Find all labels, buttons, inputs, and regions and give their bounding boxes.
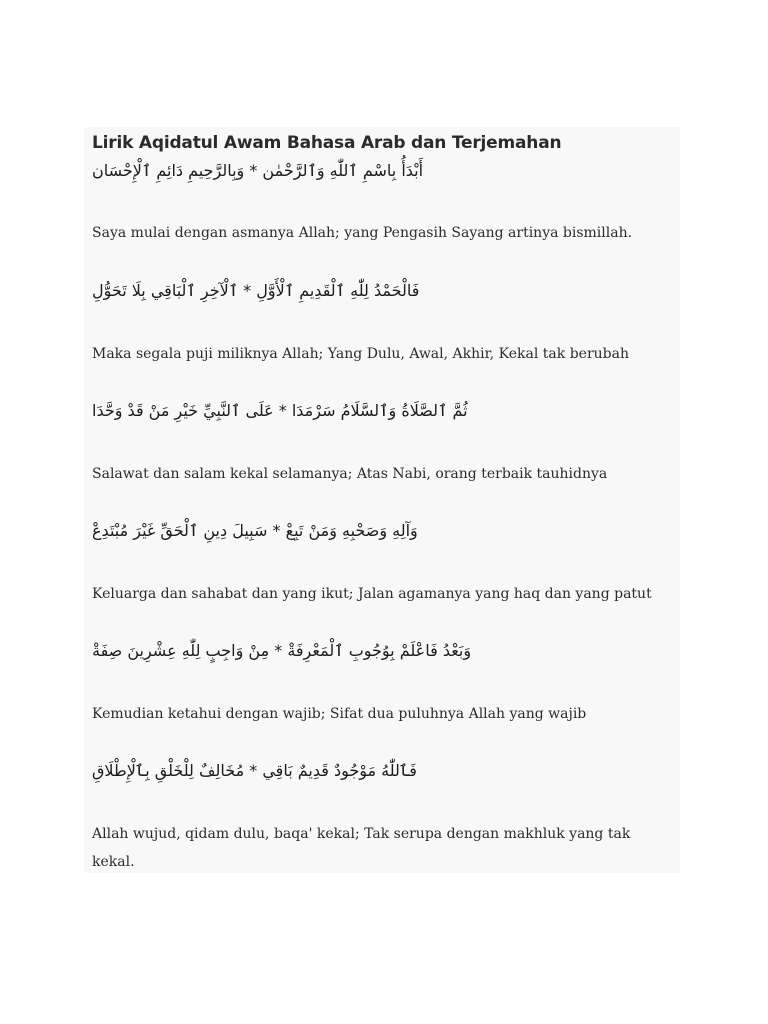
verse-5-arabic-line [92, 641, 512, 661]
verse-3-arabic-line [92, 401, 512, 421]
verse-4-arabic-line [92, 521, 512, 541]
verse-1-arabic: أَبْدَأُ بِاسْمِ ٱللّٰهِ وَٱلرَّحْمٰن * وَبِالرَّحِيمِ دَائِمِ ٱلْإِحْسَان [92, 161, 424, 180]
verse-3-arabic: ثُمَّ ٱلصَّلَاةُ وَٱلسَّلَامُ سَرْمَدَا * عَلَى ٱلنَّبِيِّ خَيْرِ مَنْ قَدْ وَحَّدَا [92, 401, 468, 420]
verse-2-arabic-line [92, 281, 512, 301]
verse-1-translation: Saya mulai dengan asmanya Allah; yang Pengasih Sayang artinya bismillah. [92, 225, 633, 241]
verse-2-arabic: فَالْحَمْدُ لِلّٰهِ ٱلْقَدِيمِ ٱلْأَوَّلِ * ٱلْآخِرِ ٱلْبَاقِي بِلَا تَحَوُّلِ [92, 281, 420, 300]
verse-4-arabic: وَآلِهِ وَصَحْبِهِ وَمَنْ تَبِعْ * سَبِيلَ دِينِ ٱلْحَقِّ غَيْرَ مُبْتَدِعْ [92, 521, 418, 540]
verse-4-translation: Keluarga dan sahabat dan yang ikut; Jalan agamanya yang haq dan yang patut [92, 586, 652, 602]
verse-1-arabic-line [92, 161, 512, 181]
verse-2-translation: Maka segala puji miliknya Allah; Yang Dulu, Awal, Akhir, Kekal tak berubah [92, 346, 629, 362]
article-content [84, 127, 680, 873]
verse-5-translation: Kemudian ketahui dengan wajib; Sifat dua puluhnya Allah yang wajib [92, 706, 587, 722]
article-title: Lirik Aqidatul Awam Bahasa Arab dan Terjemahan [92, 133, 562, 153]
verse-6-arabic-line [92, 761, 512, 781]
verse-3-translation: Salawat dan salam kekal selamanya; Atas Nabi, orang terbaik tauhidnya [92, 466, 608, 482]
verse-6-arabic: فَٱللّٰهُ مَوْجُودٌ قَدِيمٌ بَاقِي * مُخَالِفٌ لِلْخَلْقِ بِٱلْإِطْلَاقِ [92, 761, 417, 780]
verse-5-arabic: وَبَعْدُ فَاعْلَمْ بِوُجُوبِ ٱلْمَعْرِفَةْ * مِنْ وَاجِبٍ لِلّٰهِ عِشْرِينَ صِفَةْ [92, 641, 472, 660]
verse-6-translation: Allah wujud, qidam dulu, baqa' kekal; Tak serupa dengan makhluk yang tak kekal. [92, 826, 631, 870]
